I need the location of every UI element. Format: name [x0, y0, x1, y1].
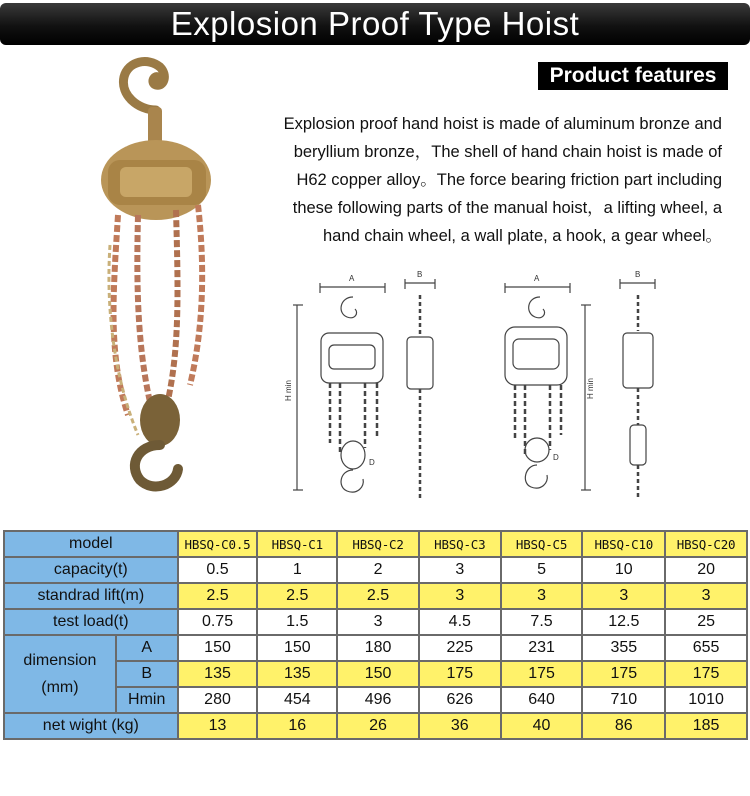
table-cell: 135 [178, 661, 258, 687]
description-line: hand chain wheel, a wall plate, a hook, a gear wheel。 [322, 227, 722, 245]
table-cell: 3 [419, 583, 501, 609]
table-row-capacity [4, 557, 747, 583]
table-cell: 12.5 [582, 609, 665, 635]
table-cell: 1010 [665, 687, 747, 713]
diagram-label-a: A [349, 274, 355, 283]
table-cell: 0.5 [178, 557, 258, 583]
table-row-model [4, 531, 747, 557]
description-line: these following parts of the manual hoist，a lifting wheel, a [292, 199, 722, 217]
table-cell: 640 [501, 687, 583, 713]
table-cell: 3 [419, 557, 501, 583]
table-cell: 185 [665, 713, 747, 739]
page-title: Explosion Proof Type Hoist [170, 5, 580, 42]
model-header: HBSQ-C2 [337, 531, 419, 557]
diagram-label-hmin: H min [284, 380, 293, 401]
table-cell: 3 [337, 609, 419, 635]
hoist-photo [98, 55, 228, 495]
table-cell: 496 [337, 687, 419, 713]
table-cell: 26 [337, 713, 419, 739]
table-cell: 36 [419, 713, 501, 739]
table-cell: 175 [501, 661, 583, 687]
model-header: HBSQ-C0.5 [178, 531, 258, 557]
table-cell: 150 [178, 635, 258, 661]
row-label-dim-hmin: Hmin [116, 687, 178, 713]
diagram-label-d: D [369, 458, 375, 467]
table-cell: 40 [501, 713, 583, 739]
table-cell: 13 [178, 713, 258, 739]
title-banner [0, 3, 750, 45]
table-row-test-load [4, 609, 747, 635]
table-cell: 150 [257, 635, 337, 661]
dimension-unit-label: (mm) [41, 679, 79, 696]
table-cell: 4.5 [419, 609, 501, 635]
dimension-label: dimension [23, 652, 97, 669]
table-cell: 3 [582, 583, 665, 609]
table-cell: 231 [501, 635, 583, 661]
table-cell: 25 [665, 609, 747, 635]
row-label-lift: standrad lift(m) [4, 583, 178, 609]
table-cell: 7.5 [501, 609, 583, 635]
table-row-lift [4, 583, 747, 609]
table-cell: 180 [337, 635, 419, 661]
model-header: HBSQ-C5 [501, 531, 583, 557]
table-cell: 2.5 [337, 583, 419, 609]
model-header: HBSQ-C10 [582, 531, 665, 557]
row-label-dim-a: A [116, 635, 178, 661]
table-cell: 20 [665, 557, 747, 583]
table-row-dim-a [4, 635, 747, 661]
row-label-dim-b: B [116, 661, 178, 687]
table-cell: 1.5 [257, 609, 337, 635]
description-line: H62 copper alloy。The force bearing friction part including [296, 171, 722, 189]
table-cell: 16 [257, 713, 337, 739]
table-cell: 2 [337, 557, 419, 583]
table-cell: 175 [419, 661, 501, 687]
row-label-model: model [4, 531, 178, 557]
product-description [250, 110, 722, 250]
row-label-test-load: test load(t) [4, 609, 178, 635]
table-cell: 225 [419, 635, 501, 661]
table-cell: 655 [665, 635, 747, 661]
row-label-weight: net wight (kg) [4, 713, 178, 739]
table-cell: 5 [501, 557, 583, 583]
table-cell: 175 [665, 661, 747, 687]
table-cell: 0.75 [178, 609, 258, 635]
diagram-label-hmin-2: H min [586, 378, 595, 399]
row-label-dimension [4, 635, 116, 713]
table-cell: 2.5 [257, 583, 337, 609]
diagram-label-d-2: D [553, 453, 559, 462]
table-cell: 10 [582, 557, 665, 583]
model-header: HBSQ-C1 [257, 531, 337, 557]
table-cell: 626 [419, 687, 501, 713]
table-cell: 1 [257, 557, 337, 583]
description-line: beryllium bronze，The shell of hand chain hoist is made of [293, 143, 722, 161]
table-cell: 150 [337, 661, 419, 687]
description-line: Explosion proof hand hoist is made of aluminum bronze and [283, 115, 722, 133]
table-row-dim-b [4, 661, 747, 687]
product-features-label: Product features [538, 62, 728, 90]
table-row-dim-hmin [4, 687, 747, 713]
model-header: HBSQ-C3 [419, 531, 501, 557]
row-label-capacity: capacity(t) [4, 557, 178, 583]
model-header: HBSQ-C20 [665, 531, 747, 557]
table-cell: 710 [582, 687, 665, 713]
spec-table [3, 530, 748, 740]
table-cell: 175 [582, 661, 665, 687]
table-cell: 86 [582, 713, 665, 739]
table-cell: 355 [582, 635, 665, 661]
table-row-weight [4, 713, 747, 739]
diagram-label-b-2: B [635, 270, 641, 279]
table-cell: 135 [257, 661, 337, 687]
table-cell: 280 [178, 687, 258, 713]
table-cell: 3 [665, 583, 747, 609]
table-cell: 454 [257, 687, 337, 713]
diagram-label-b: B [417, 270, 423, 279]
diagram-label-a-2: A [534, 274, 540, 283]
dimension-diagram [285, 265, 680, 505]
table-cell: 3 [501, 583, 583, 609]
table-cell: 2.5 [178, 583, 258, 609]
